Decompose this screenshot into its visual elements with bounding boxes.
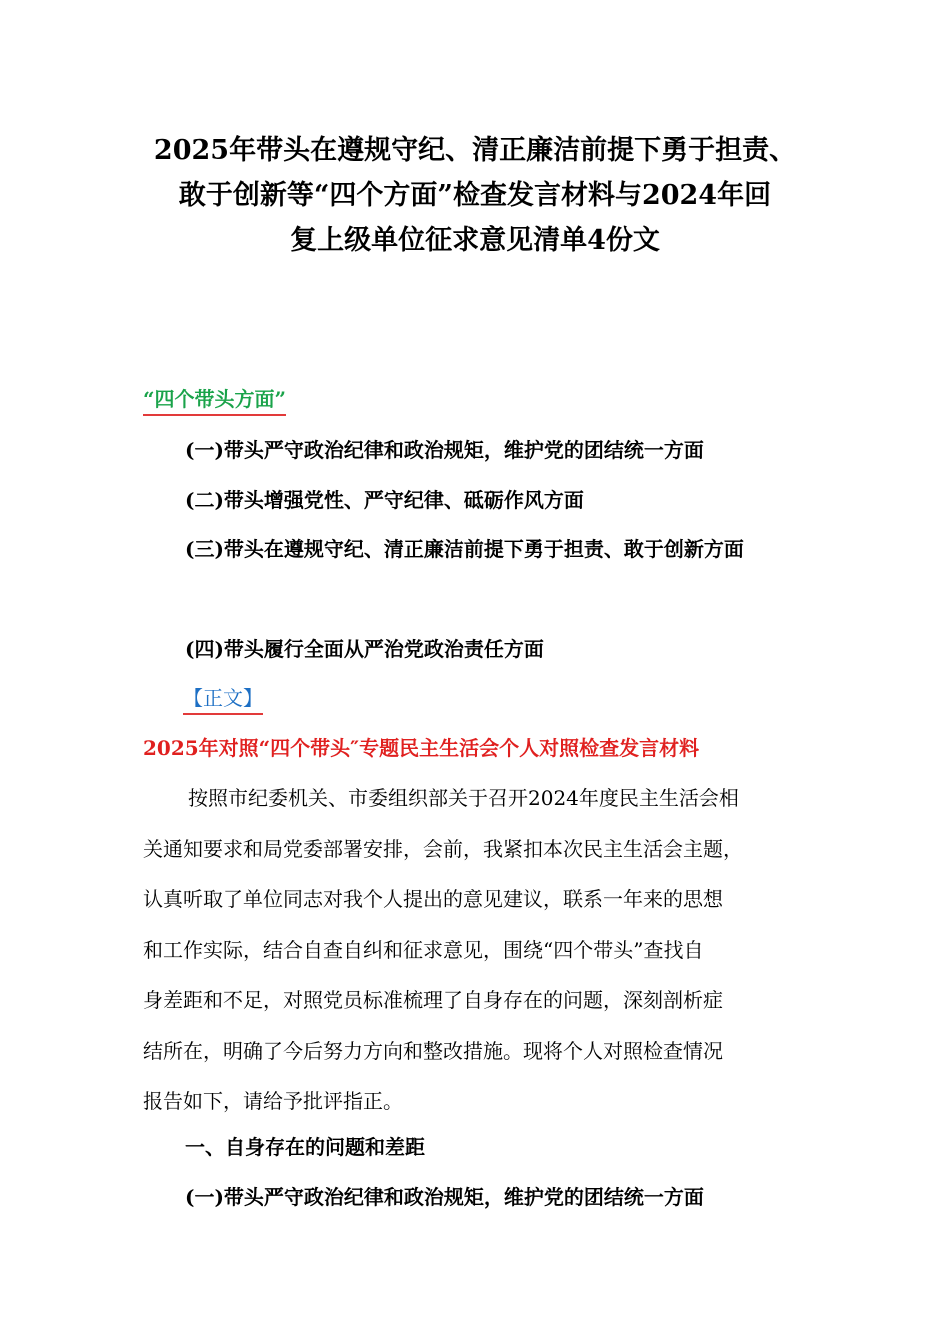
paragraph-line-6: 结所在，明确了今后努力方向和整改措施。现将个人对照检查情况 <box>143 1038 723 1063</box>
body-tag-underline <box>183 713 263 715</box>
section-heading <box>143 384 286 416</box>
title-line-1: 2025年带头在遵规守纪、清正廉洁前提下勇于担责、 <box>153 135 797 166</box>
red-heading: 2025年对照“四个带头″专题民主生活会个人对照检查发言材料 <box>143 736 700 760</box>
paragraph-line-5: 身差距和不足，对照党员标准梳理了自身存在的问题，深刻剖析症 <box>143 988 723 1012</box>
item-4: (四)带头履行全面从严治党政治责任方面 <box>185 637 544 661</box>
paragraph-line-7: 报告如下，请给予批评指正。 <box>143 1089 403 1113</box>
item-3: (三)带头在遵规守纪、清正廉洁前提下勇于担责、敢于创新方面 <box>185 537 744 561</box>
title-line-3: 复上级单位征求意见清单4份文 <box>290 225 660 256</box>
paragraph-line-1: 按照市纪委机关、市委组织部关于召开2024年度民主生活会相 <box>188 786 739 810</box>
body-tag-text: 【正文】 <box>183 686 263 710</box>
item-2: (二)带头增强党性、严守纪律、砥砺作风方面 <box>185 488 584 512</box>
body-tag <box>183 683 263 715</box>
paragraph-line-3: 认真听取了单位同志对我个人提出的意见建议，联系一年来的思想 <box>143 887 723 911</box>
paragraph-line-2: 关通知要求和局党委部署安排，会前，我紧扣本次民主生活会主题， <box>143 836 743 861</box>
document-title <box>140 128 810 263</box>
item-1: (一)带头严守政治纪律和政治规矩，维护党的团结统一方面 <box>185 438 704 462</box>
paragraph-line-4: 和工作实际，结合自查自纠和征求意见，围绕“四个带头”查找自 <box>143 937 704 962</box>
section-heading-text: “四个带头方面” <box>143 387 287 411</box>
subheading-1: 一、自身存在的问题和差距 <box>185 1135 425 1159</box>
body-paragraph <box>143 773 815 1127</box>
subheading-2: (一)带头严守政治纪律和政治规矩，维护党的团结统一方面 <box>185 1185 704 1209</box>
section-heading-underline <box>143 414 286 416</box>
title-line-2: 敢于创新等“四个方面”检查发言材料与2024年回 <box>178 180 772 211</box>
